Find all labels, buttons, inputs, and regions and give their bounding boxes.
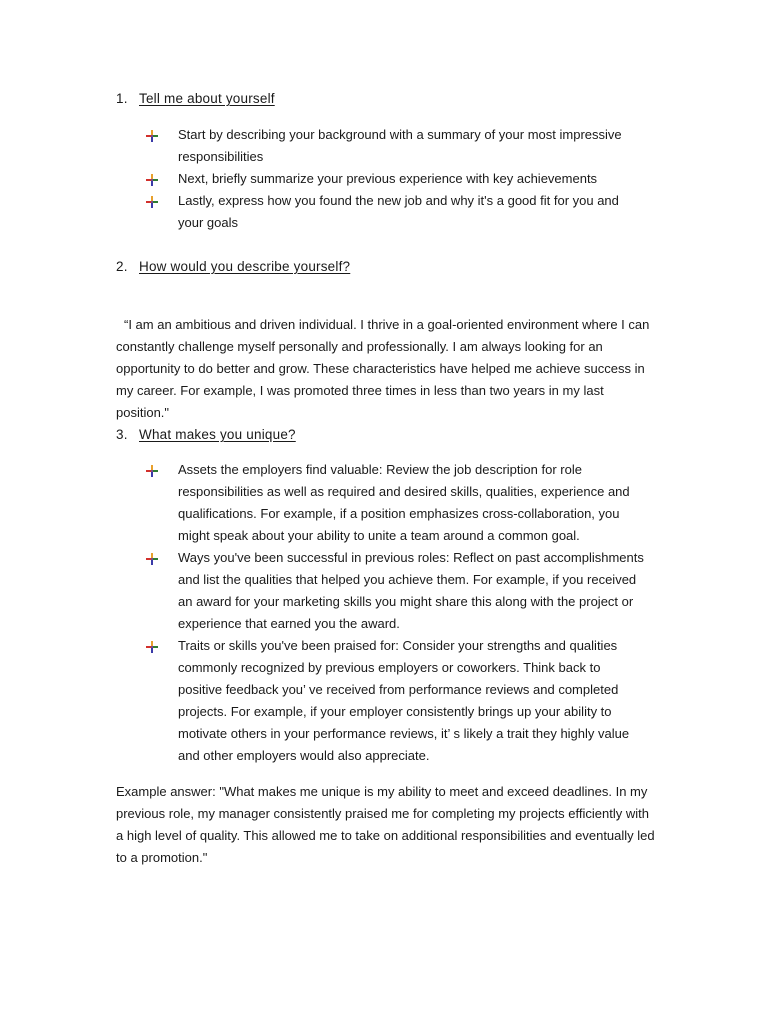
bullet-lead: Assets the employers find valuable: [178, 462, 383, 477]
bullet-lead: Traits or skills you've been praised for: [178, 638, 399, 653]
bullet-marker-icon [146, 641, 158, 653]
list-item: Next, briefly summarize your previous experience with key achievements [146, 168, 646, 190]
section-2-number: 2. [116, 259, 128, 274]
example-text: "What makes me unique is my ability to meet and exceed deadlines. In my previous role, my manager consistently praised me for completing my projects efficiently with a high level of quality. This allowed me to take on additional responsibilities and eventually led to a promotion." [116, 784, 655, 865]
example-answer [116, 781, 656, 869]
section-2-quote: “I am an ambitious and driven individual. I thrive in a goal-oriented environment where I can constantly challenge myself personally and professionally. I am always looking for an opportunity to do better and grow. These characteristics have helped me achieve success in my career. For example, I was promoted three times in less than two years in my last position." [116, 317, 650, 420]
bullet-marker-icon [146, 174, 158, 186]
bullet-marker-icon [146, 553, 158, 565]
section-3-number: 3. [116, 427, 128, 442]
section-1-heading [116, 90, 275, 108]
bullet-marker-icon [146, 130, 158, 142]
bullet-marker-icon [146, 465, 158, 477]
section-3-bullets [146, 459, 646, 767]
section-1-bullets [146, 124, 646, 234]
list-item: Lastly, express how you found the new job and why it's a good fit for you and your goals [146, 190, 646, 234]
section-1-number: 1. [116, 91, 128, 106]
section-2-title: How would you describe yourself? [139, 259, 351, 274]
example-label: Example answer: [116, 784, 216, 799]
bullet-lead: Ways you've been successful in previous roles: [178, 550, 450, 565]
section-3-title: What makes you unique? [139, 427, 296, 442]
list-item: Traits or skills you've been praised for: Consider your strengths and qualities commonly recognized by previous employers or coworkers. Think back to positive feedback you’ ve received from performance reviews and completed projects. For example, if your employer consistently brings up your ability to motivate others in your performance reviews, it’ s likely a trait they highly value and other employers would also appreciate. [146, 635, 646, 767]
bullet-marker-icon [146, 196, 158, 208]
section-2-heading [116, 258, 350, 276]
list-item: Ways you've been successful in previous roles: Reflect on past accomplishments and list the qualities that helped you achieve them. For example, if you received an award for your marketing skills you might share this along with the project or experience that earned you the award. [146, 547, 646, 635]
section-3-heading [116, 426, 296, 444]
list-item: Assets the employers find valuable: Review the job description for role responsibilities as well as required and desired skills, qualities, experience and qualifications. For example, if a position emphasizes cross-collaboration, you might speak about your ability to unite a team around a common goal. [146, 459, 646, 547]
list-item: Start by describing your background with a summary of your most impressive responsibilities [146, 124, 646, 168]
section-1-title: Tell me about yourself [139, 91, 275, 106]
